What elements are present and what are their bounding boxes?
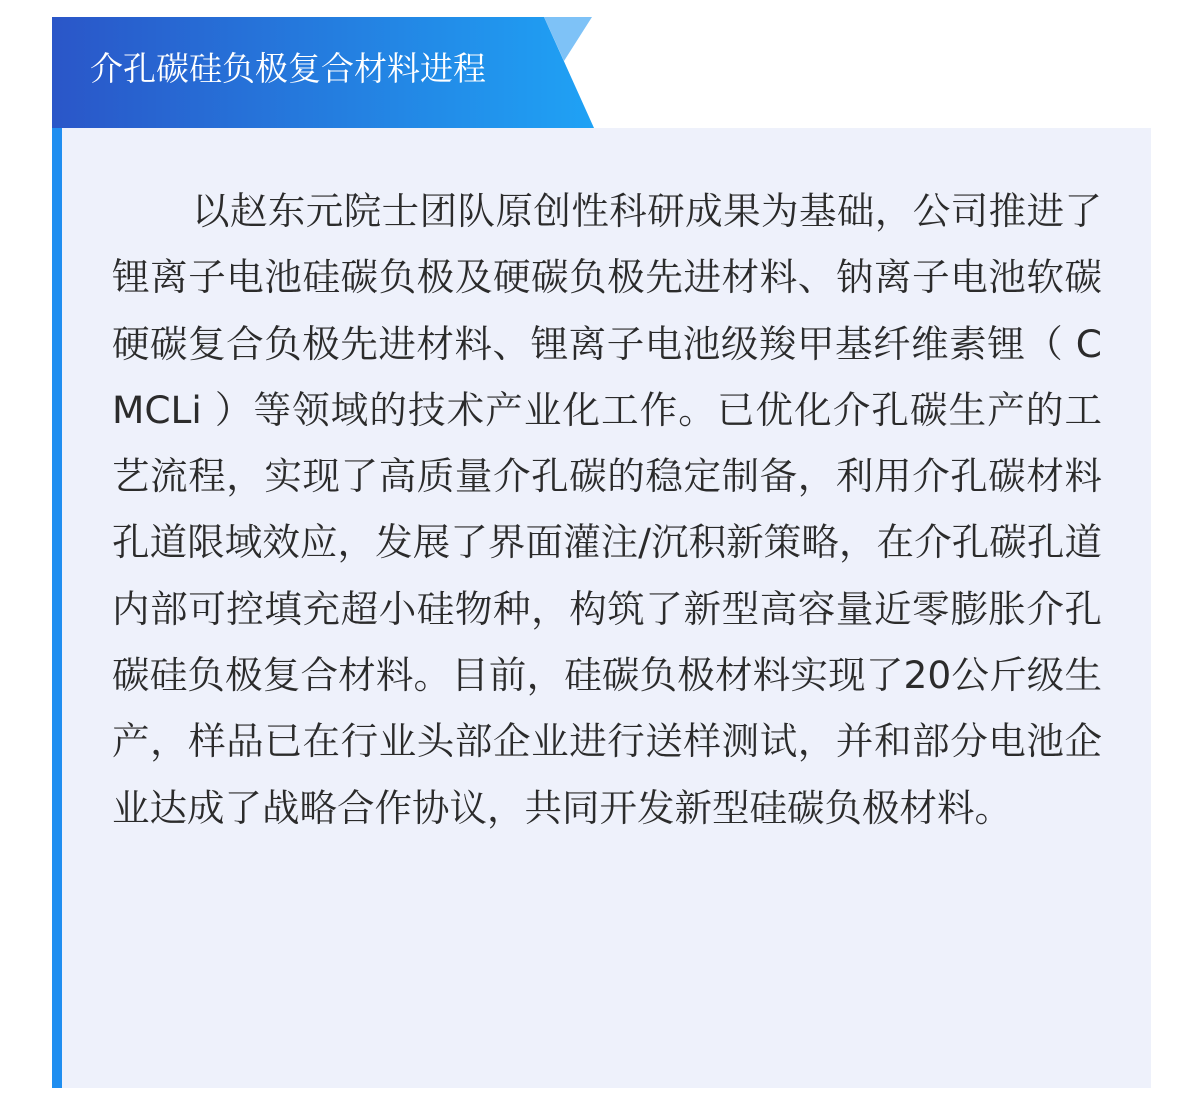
body-paragraph: 以赵东元院士团队原创性科研成果为基础，公司推进了锂离子电池硅碳负极及硬碳负极先进材料、钠离子电池软碳硬碳复合负极先进材料、锂离子电池级羧甲基纤维素锂（ CMCLi ）等领域的技术产业化工作。已优化介孔碳生产的工艺流程，实现了高质量介孔碳的稳定制备，利用介孔碳材料孔道限域效应，发展了界面灌注/沉积新策略，在介孔碳孔道内部可控填充超小硅物种，构筑了新型高容量近零膨胀介孔碳硅负极复合材料。目前，硅碳负极材料实现了20公斤级生产，样品已在行业头部企业进行送样测试，并和部分电池企业达成了战略合作协议，共同开发新型硅碳负极材料。: [112, 189, 1102, 830]
content-panel: [52, 128, 1151, 1088]
section-header-tab: [52, 17, 594, 128]
left-accent-bar: [52, 128, 62, 1088]
section-title: 介孔碳硅负极复合材料进程: [90, 49, 486, 88]
